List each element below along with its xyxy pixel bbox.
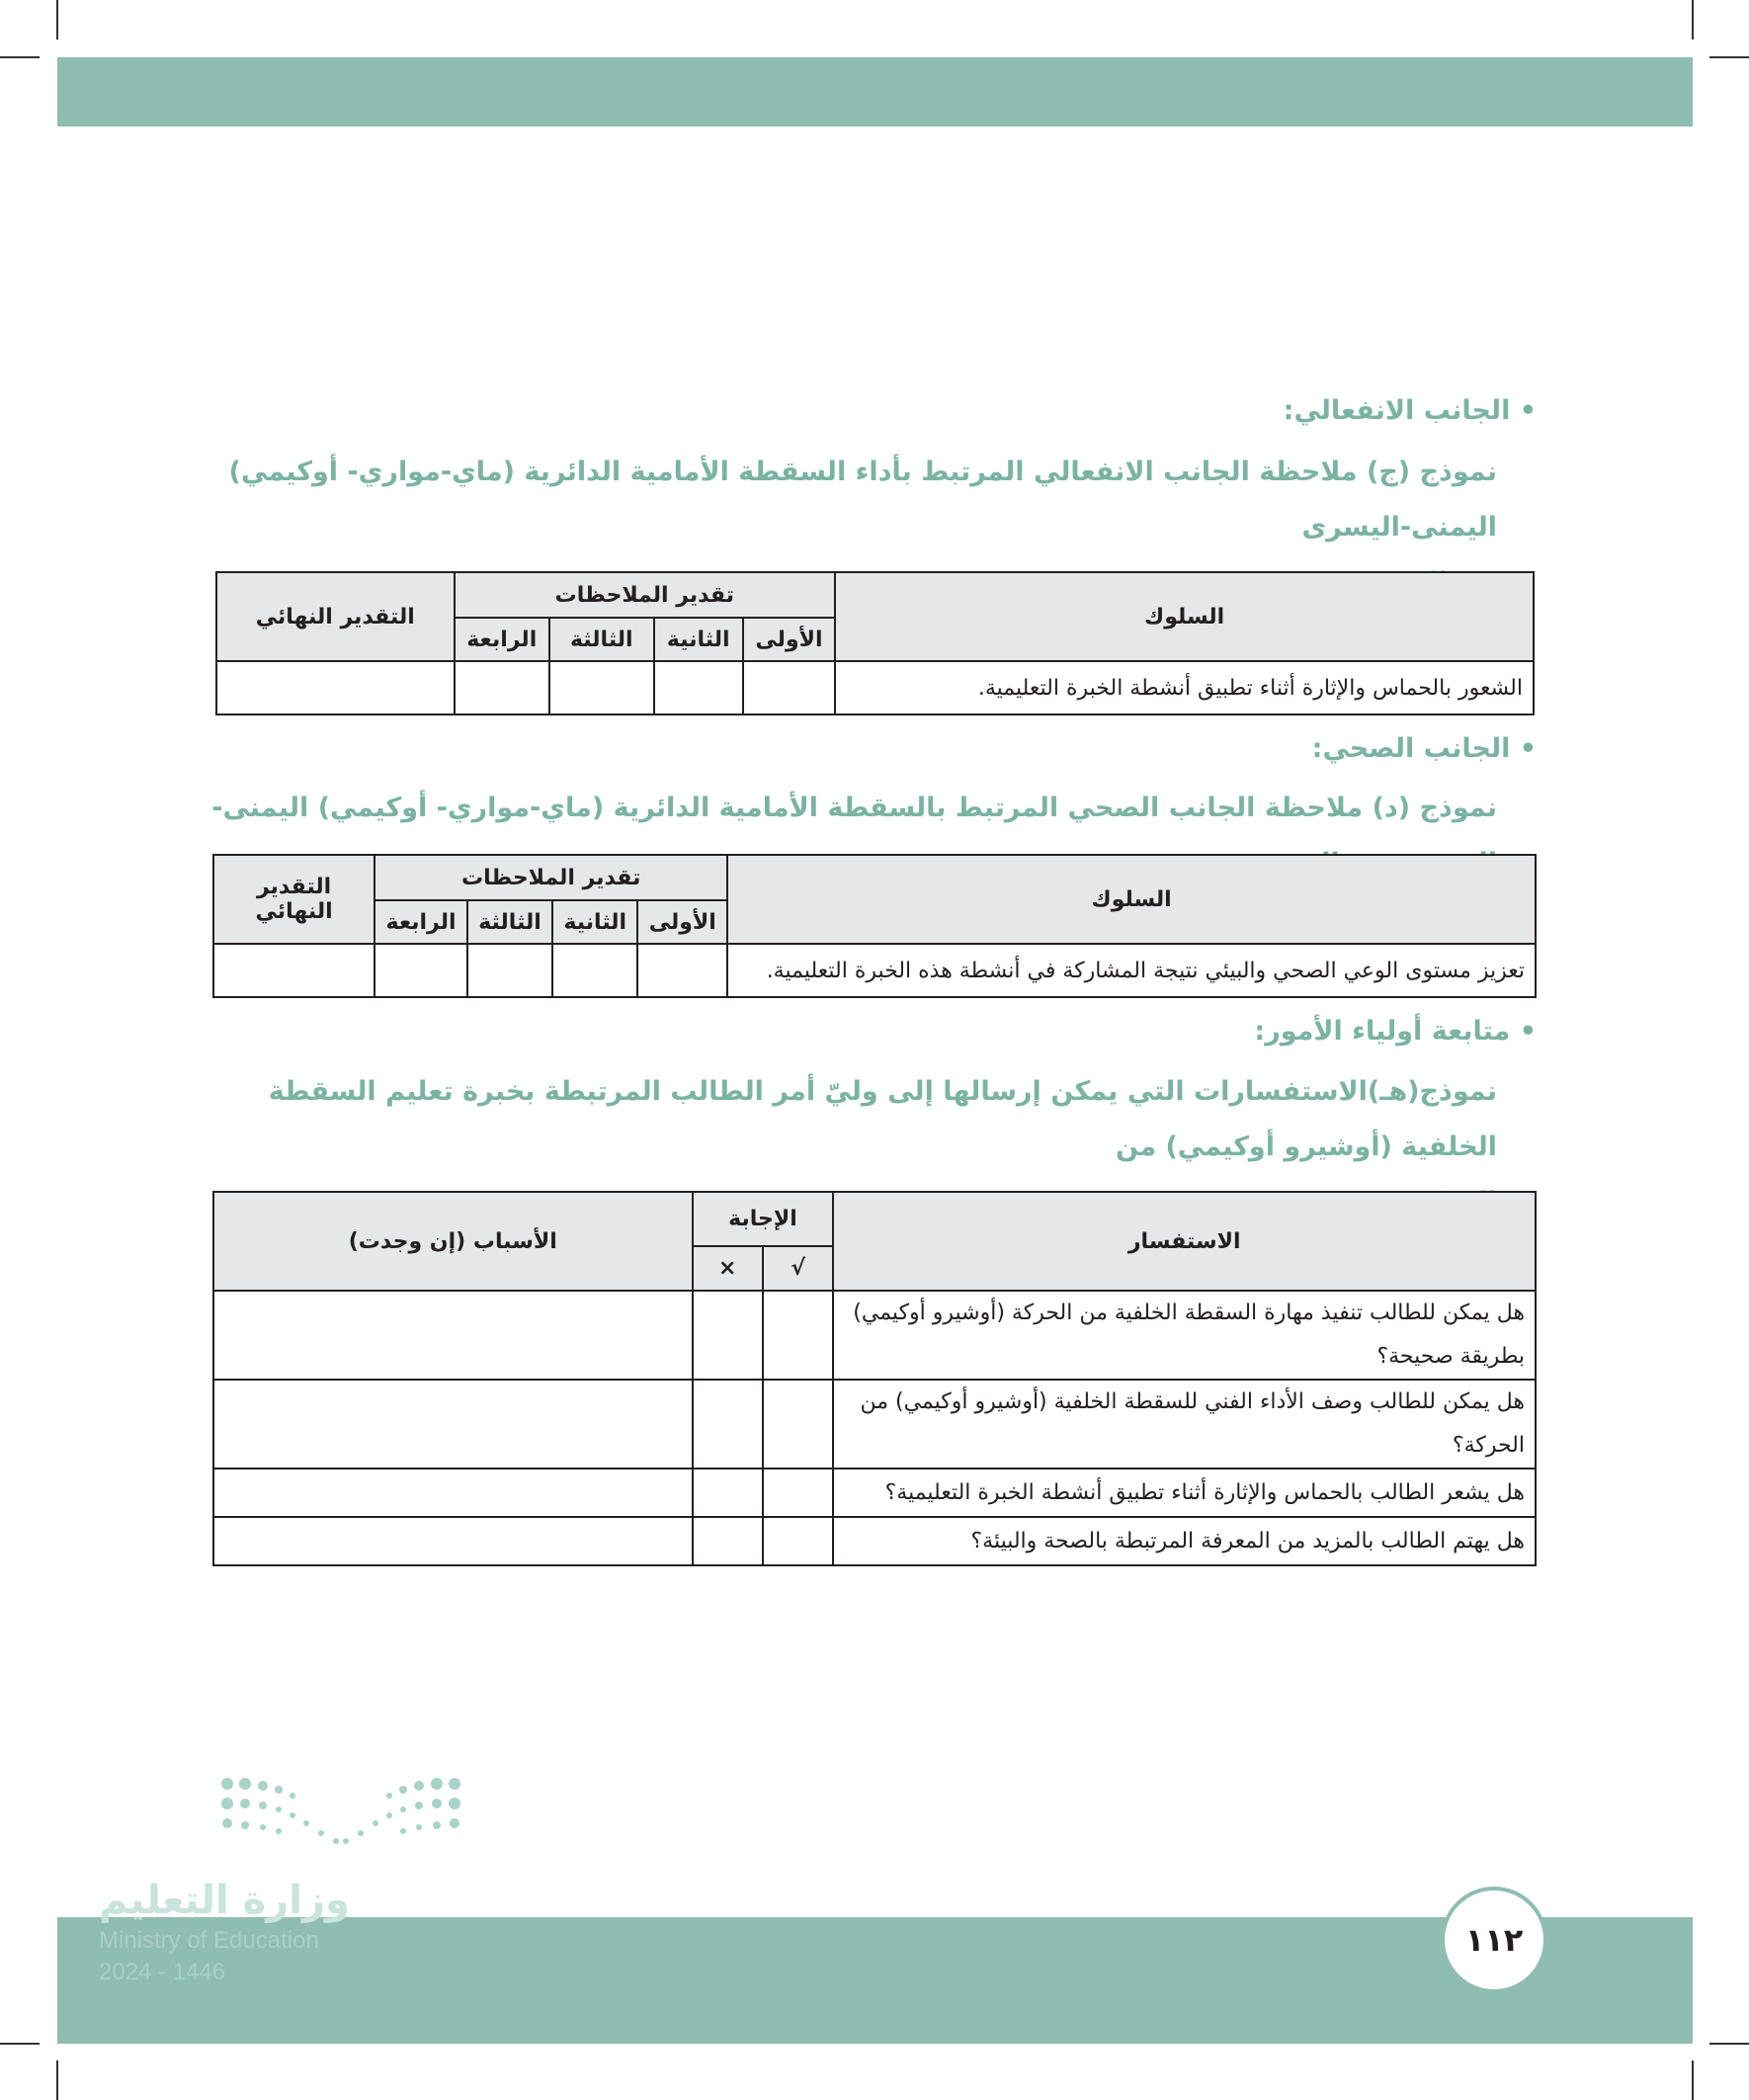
obs-col-fourth: الرابعة	[455, 618, 549, 661]
no-cell[interactable]	[693, 1517, 764, 1565]
yes-cell[interactable]	[763, 1517, 833, 1565]
parents-heading: • متابعة أولياء الأمور:	[1254, 1016, 1537, 1047]
crop-mark	[56, 2060, 58, 2100]
observations-header: تقدير الملاحظات	[375, 855, 727, 900]
parents-model-line1: نموذج(هـ)الاستفسارات التي يمكن إرسالها إلى وليّ أمر الطالب المرتبطة بخبرة تعليم السقطة الخلفية (أوشيرو أوكيمي) من	[268, 1076, 1497, 1162]
inquiry-cell: هل يمكن للطالب وصف الأداء الفني للسقطة الخلفية (أوشيرو أوكيمي) من الحركة؟	[833, 1380, 1536, 1469]
parents-table	[212, 1191, 1537, 1566]
reasons-header: الأسباب (إن وجدت)	[213, 1192, 693, 1291]
emotional-heading: • الجانب الانفعالي:	[1283, 395, 1537, 426]
ministry-logo-english: Ministry of Education	[99, 1927, 319, 1954]
yes-cell[interactable]	[763, 1469, 833, 1517]
yes-cell[interactable]	[763, 1380, 833, 1469]
reasons-cell[interactable]	[213, 1517, 693, 1565]
emotional-model-line1: نموذج (ج) ملاحظة الجانب الانفعالي المرتبط بأداء السقطة الأمامية الدائرية (ماي-مواري- أوكيمي) اليمنى-اليسرى	[228, 457, 1497, 543]
ministry-logo-year: 2024 - 1446	[99, 1959, 226, 1985]
obs-col-third: الثالثة	[549, 618, 654, 661]
header-band	[57, 57, 1693, 126]
obs-cell[interactable]	[552, 944, 637, 997]
crop-mark	[1692, 2060, 1694, 2100]
crop-mark	[0, 2043, 40, 2045]
crop-mark	[1709, 56, 1749, 58]
obs-cell[interactable]	[375, 944, 467, 997]
inquiry-header: الاستفسار	[833, 1192, 1536, 1291]
no-cell[interactable]	[693, 1380, 764, 1469]
health-heading: • الجانب الصحي:	[1311, 733, 1537, 764]
crop-mark	[1709, 2043, 1749, 2045]
behavior-header: السلوك	[727, 855, 1536, 944]
obs-col-third: الثالثة	[467, 900, 552, 944]
health-model-line1: نموذج (د) ملاحظة الجانب الصحي المرتبط بالسقطة الأمامية الدائرية (ماي-مواري- أوكيمي) اليمنى-	[211, 793, 1497, 823]
crop-mark	[56, 0, 58, 40]
crop-mark	[1692, 0, 1694, 40]
behavior-header: السلوك	[835, 572, 1534, 661]
answer-header: الإجابة	[693, 1192, 834, 1246]
behavior-cell: الشعور بالحماس والإثارة أثناء تطبيق أنشطة الخبرة التعليمية.	[835, 661, 1534, 714]
no-cell[interactable]	[693, 1291, 764, 1380]
obs-col-second: الثانية	[654, 618, 743, 661]
inquiry-cell: هل يهتم الطالب بالمزيد من المعرفة المرتبطة بالصحة والبيئة؟	[833, 1517, 1536, 1565]
obs-cell[interactable]	[654, 661, 743, 714]
behavior-cell: تعزيز مستوى الوعي الصحي والبيئي نتيجة المشاركة في أنشطة هذه الخبرة التعليمية.	[727, 944, 1536, 997]
final-grade-header: التقدير النهائي	[216, 572, 455, 661]
reasons-cell[interactable]	[213, 1469, 693, 1517]
yes-cell[interactable]	[763, 1291, 833, 1380]
obs-cell[interactable]	[549, 661, 654, 714]
obs-cell[interactable]	[637, 944, 727, 997]
obs-col-second: الثانية	[552, 900, 637, 944]
ministry-logo-icon	[217, 1774, 464, 1853]
yes-column-header: √	[763, 1246, 833, 1291]
obs-col-first: الأولى	[637, 900, 727, 944]
observations-header: تقدير الملاحظات	[455, 572, 836, 618]
reasons-cell[interactable]	[213, 1380, 693, 1469]
inquiry-cell: هل يمكن للطالب تنفيذ مهارة السقطة الخلفية من الحركة (أوشيرو أوكيمي) بطريقة صحيحة؟	[833, 1291, 1536, 1380]
obs-cell[interactable]	[455, 661, 549, 714]
reasons-cell[interactable]	[213, 1291, 693, 1380]
no-column-header: ×	[693, 1246, 764, 1291]
final-grade-header: التقدير النهائي	[213, 855, 375, 944]
obs-col-first: الأولى	[743, 618, 835, 661]
ministry-logo-arabic: وزارة التعليم	[99, 1878, 350, 1923]
obs-cell[interactable]	[467, 944, 552, 997]
health-table	[212, 854, 1537, 998]
crop-mark	[0, 56, 40, 58]
emotional-table	[215, 571, 1535, 715]
obs-col-fourth: الرابعة	[375, 900, 467, 944]
page-number: ١١٢	[1441, 1887, 1547, 1993]
inquiry-cell: هل يشعر الطالب بالحماس والإثارة أثناء تطبيق أنشطة الخبرة التعليمية؟	[833, 1469, 1536, 1517]
obs-cell[interactable]	[743, 661, 835, 714]
final-grade-cell[interactable]	[213, 944, 375, 997]
final-grade-cell[interactable]	[216, 661, 455, 714]
no-cell[interactable]	[693, 1469, 764, 1517]
